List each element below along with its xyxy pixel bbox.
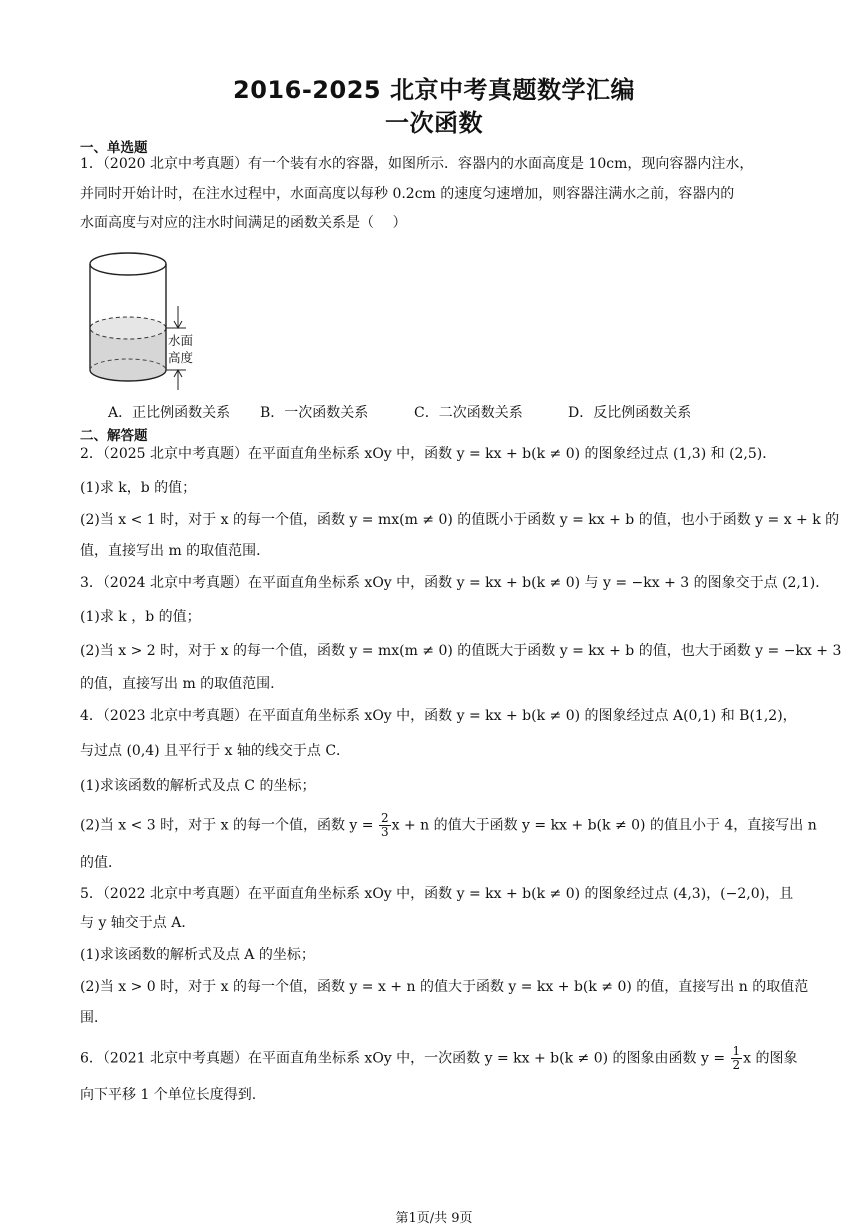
fraction-one-half: $\frac{1}{2}$ — [732, 1044, 741, 1072]
q4-line-4-start: (2)当 x < 3 时，对于 x 的每一个值，函数 y = — [80, 817, 378, 834]
q6-line-1-end: x 的图象 — [743, 1050, 798, 1067]
q3-line-2: (1)求 k ，b 的值； — [80, 609, 201, 625]
q4-line-3: (1)求该函数的解析式及点 C 的坐标； — [80, 778, 316, 794]
q1-option-c[interactable]: C．二次函数关系 — [414, 405, 523, 421]
page-footer: 第1页/共 9页 — [395, 1211, 473, 1226]
water-container-figure — [84, 244, 214, 394]
q4-line-1: 4．（2023 北京中考真题）在平面直角坐标系 xOy 中，函数 y = kx + b(k ≠ 0) 的图象经过点 A(0,1) 和 B(1,2)， — [80, 708, 797, 724]
q6-line-1 — [80, 1044, 798, 1072]
q4-line-2: 与过点 (0,4) 且平行于 x 轴的线交于点 C． — [80, 743, 351, 759]
document-title: 2016-2025 北京中考真题数学汇编 — [233, 76, 635, 104]
q1-line-3: 水面高度与对应的注水时间满足的函数关系是（ ） — [80, 215, 407, 231]
q1-option-d[interactable]: D．反比例函数关系 — [568, 405, 692, 421]
q1-line-2: 并同时开始计时，在注水过程中，水面高度以每秒 0.2cm 的速度匀速增加，则容器注满水之前，容器内的 — [80, 186, 735, 202]
q5-line-3: (1)求该函数的解析式及点 A 的坐标； — [80, 947, 315, 963]
q4-line-4-end: x + n 的值大于函数 y = kx + b(k ≠ 0) 的值且小于 4，直接写出 n — [391, 817, 817, 834]
q4-line-4 — [80, 811, 817, 839]
q2-line-3: (2)当 x < 1 时，对于 x 的每一个值，函数 y = mx(m ≠ 0) 的值既小于函数 y = kx + b 的值，也小于函数 y = x + k 的 — [80, 512, 840, 528]
section-heading-answer: 二、解答题 — [80, 428, 148, 444]
figure-label-height: 高度 — [168, 350, 194, 365]
q3-line-3: (2)当 x > 2 时，对于 x 的每一个值，函数 y = mx(m ≠ 0) 的值既大于函数 y = kx + b 的值，也大于函数 y = −kx + 3 — [80, 643, 842, 659]
q5-line-2: 与 y 轴交于点 A． — [80, 915, 196, 931]
q3-line-1: 3．（2024 北京中考真题）在平面直角坐标系 xOy 中，函数 y = kx + b(k ≠ 0) 与 y = −kx + 3 的图象交于点 (2,1)． — [80, 575, 830, 591]
q5-line-5: 围． — [80, 1010, 108, 1026]
q5-line-1: 5．（2022 北京中考真题）在平面直角坐标系 xOy 中，函数 y = kx + b(k ≠ 0) 的图象经过点 (4,3)，(−2,0)，且 — [80, 886, 794, 902]
q2-line-1: 2．（2025 北京中考真题）在平面直角坐标系 xOy 中，函数 y = kx + b(k ≠ 0) 的图象经过点 (1,3) 和 (2,5)． — [80, 446, 777, 462]
section-heading-single-choice: 一、单选题 — [80, 140, 148, 156]
q1-option-a[interactable]: A．正比例函数关系 — [108, 405, 231, 421]
q6-line-1-start: 6．（2021 北京中考真题）在平面直角坐标系 xOy 中，一次函数 y = kx + b(k ≠ 0) 的图象由函数 y = — [80, 1050, 730, 1067]
q6-line-2: 向下平移 1 个单位长度得到. — [80, 1087, 257, 1103]
q1-option-b[interactable]: B．一次函数关系 — [260, 405, 369, 421]
q1-line-1: 1．（2020 北京中考真题）有一个装有水的容器，如图所示．容器内的水面高度是 10cm，现向容器内注水， — [80, 156, 754, 172]
figure-label-water: 水面 — [168, 333, 194, 348]
q2-line-2: (1)求 k，b 的值； — [80, 480, 197, 496]
document-subtitle: 一次函数 — [385, 109, 483, 137]
q2-line-4: 值，直接写出 m 的取值范围． — [80, 543, 271, 559]
fraction-two-thirds: $\frac{2}{3}$ — [380, 811, 389, 839]
q5-line-4: (2)当 x > 0 时，对于 x 的每一个值，函数 y = x + n 的值大于函数 y = kx + b(k ≠ 0) 的值，直接写出 n 的取值范 — [80, 979, 809, 995]
q4-line-5: 的值． — [80, 855, 122, 871]
q3-line-4: 的值，直接写出 m 的取值范围. — [80, 676, 275, 692]
